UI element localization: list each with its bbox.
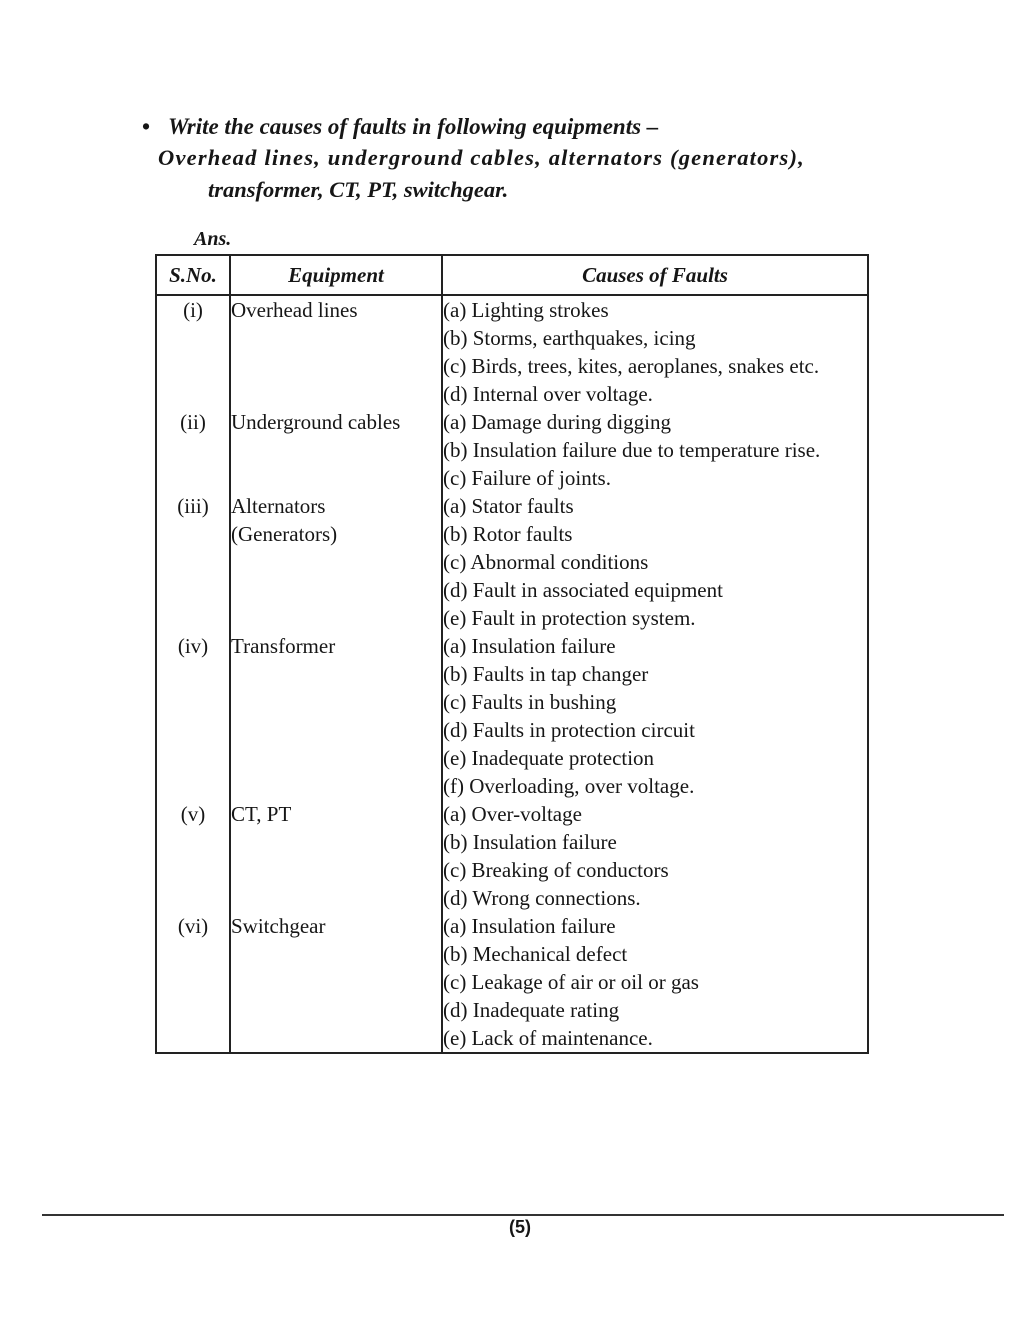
table-row	[156, 912, 868, 1053]
table-row	[156, 492, 868, 632]
faults-table	[155, 254, 869, 1054]
question-block	[142, 112, 902, 206]
cause-item: (c) Failure of joints.	[443, 466, 611, 490]
answer-label: Ans.	[194, 228, 232, 250]
equipment-text: Alternators	[231, 494, 326, 518]
row-causes	[442, 408, 868, 492]
question-line-2: Overhead lines, underground cables, alternators (generators),	[158, 145, 805, 170]
equipment-text: Overhead lines	[231, 298, 358, 322]
table-row	[156, 632, 868, 800]
row-causes	[442, 492, 868, 632]
cause-item: (a) Over-voltage	[443, 802, 582, 826]
table-body	[156, 295, 868, 1053]
sno-text: (iv)	[177, 634, 209, 658]
row-causes	[442, 632, 868, 800]
cause-item: (d) Faults in protection circuit	[443, 718, 695, 742]
cause-item: (a) Insulation failure	[443, 914, 616, 938]
row-sno	[156, 912, 230, 1053]
row-equipment	[230, 632, 442, 800]
cause-item: (b) Insulation failure	[443, 830, 617, 854]
header-sno: S.No.	[156, 255, 230, 295]
row-equipment	[230, 800, 442, 912]
cause-item: (a) Lighting strokes	[443, 298, 609, 322]
sno-text: (i)	[183, 298, 203, 322]
table-row	[156, 408, 868, 492]
row-causes	[442, 295, 868, 408]
row-sno	[156, 492, 230, 632]
cause-item: (b) Faults in tap changer	[443, 662, 649, 686]
row-sno	[156, 295, 230, 408]
row-sno	[156, 800, 230, 912]
cause-item: (b) Storms, earthquakes, icing	[443, 326, 696, 350]
sno-text: (iii)	[177, 494, 209, 518]
row-causes	[442, 800, 868, 912]
row-equipment	[230, 492, 442, 632]
header-causes: Causes of Faults	[442, 255, 868, 295]
cause-item: (a) Insulation failure	[443, 634, 616, 658]
table-row	[156, 295, 868, 408]
footer-divider	[42, 1214, 1004, 1216]
bullet-icon: •	[142, 114, 151, 139]
cause-item: (a) Stator faults	[443, 494, 574, 518]
cause-item: (e) Lack of maintenance.	[443, 1026, 653, 1050]
sno-text: (v)	[180, 802, 206, 826]
table-row	[156, 800, 868, 912]
question-line-1	[142, 112, 902, 142]
row-equipment	[230, 295, 442, 408]
cause-item: (c) Birds, trees, kites, aeroplanes, snakes etc.	[443, 354, 820, 378]
question-text-1: Write the causes of faults in following equipments –	[168, 114, 659, 139]
row-sno	[156, 632, 230, 800]
header-equipment: Equipment	[230, 255, 442, 295]
row-equipment	[230, 408, 442, 492]
equipment-text: (Generators)	[231, 522, 338, 546]
equipment-text: Transformer	[231, 634, 336, 658]
cause-item: (d) Wrong connections.	[443, 886, 641, 910]
row-equipment	[230, 912, 442, 1053]
cause-item: (d) Inadequate rating	[443, 998, 620, 1022]
table-header	[156, 255, 868, 295]
row-causes	[442, 912, 868, 1053]
equipment-text: CT, PT	[231, 802, 292, 826]
sno-text: (vi)	[177, 914, 209, 938]
row-sno	[156, 408, 230, 492]
sno-text: (ii)	[180, 410, 206, 434]
cause-item: (d) Fault in associated equipment	[443, 578, 723, 602]
page-number: (5)	[509, 1217, 531, 1237]
cause-item: (e) Inadequate protection	[443, 746, 655, 770]
cause-item: (f) Overloading, over voltage.	[443, 774, 695, 798]
question-line-3: transformer, CT, PT, switchgear.	[208, 177, 509, 202]
cause-item: (b) Mechanical defect	[443, 942, 628, 966]
equipment-text: Underground cables	[231, 410, 401, 434]
cause-item: (c) Faults in bushing	[443, 690, 617, 714]
cause-item: (e) Fault in protection system.	[443, 606, 696, 630]
cause-item: (a) Damage during digging	[443, 410, 672, 434]
cause-item: (b) Rotor faults	[443, 522, 573, 546]
cause-item: (c) Breaking of conductors	[443, 858, 669, 882]
equipment-text: Switchgear	[231, 914, 326, 938]
cause-item: (b) Insulation failure due to temperature rise.	[443, 438, 821, 462]
cause-item: (d) Internal over voltage.	[443, 382, 653, 406]
cause-item: (c) Abnormal conditions	[443, 550, 649, 574]
cause-item: (c) Leakage of air or oil or gas	[443, 970, 699, 994]
